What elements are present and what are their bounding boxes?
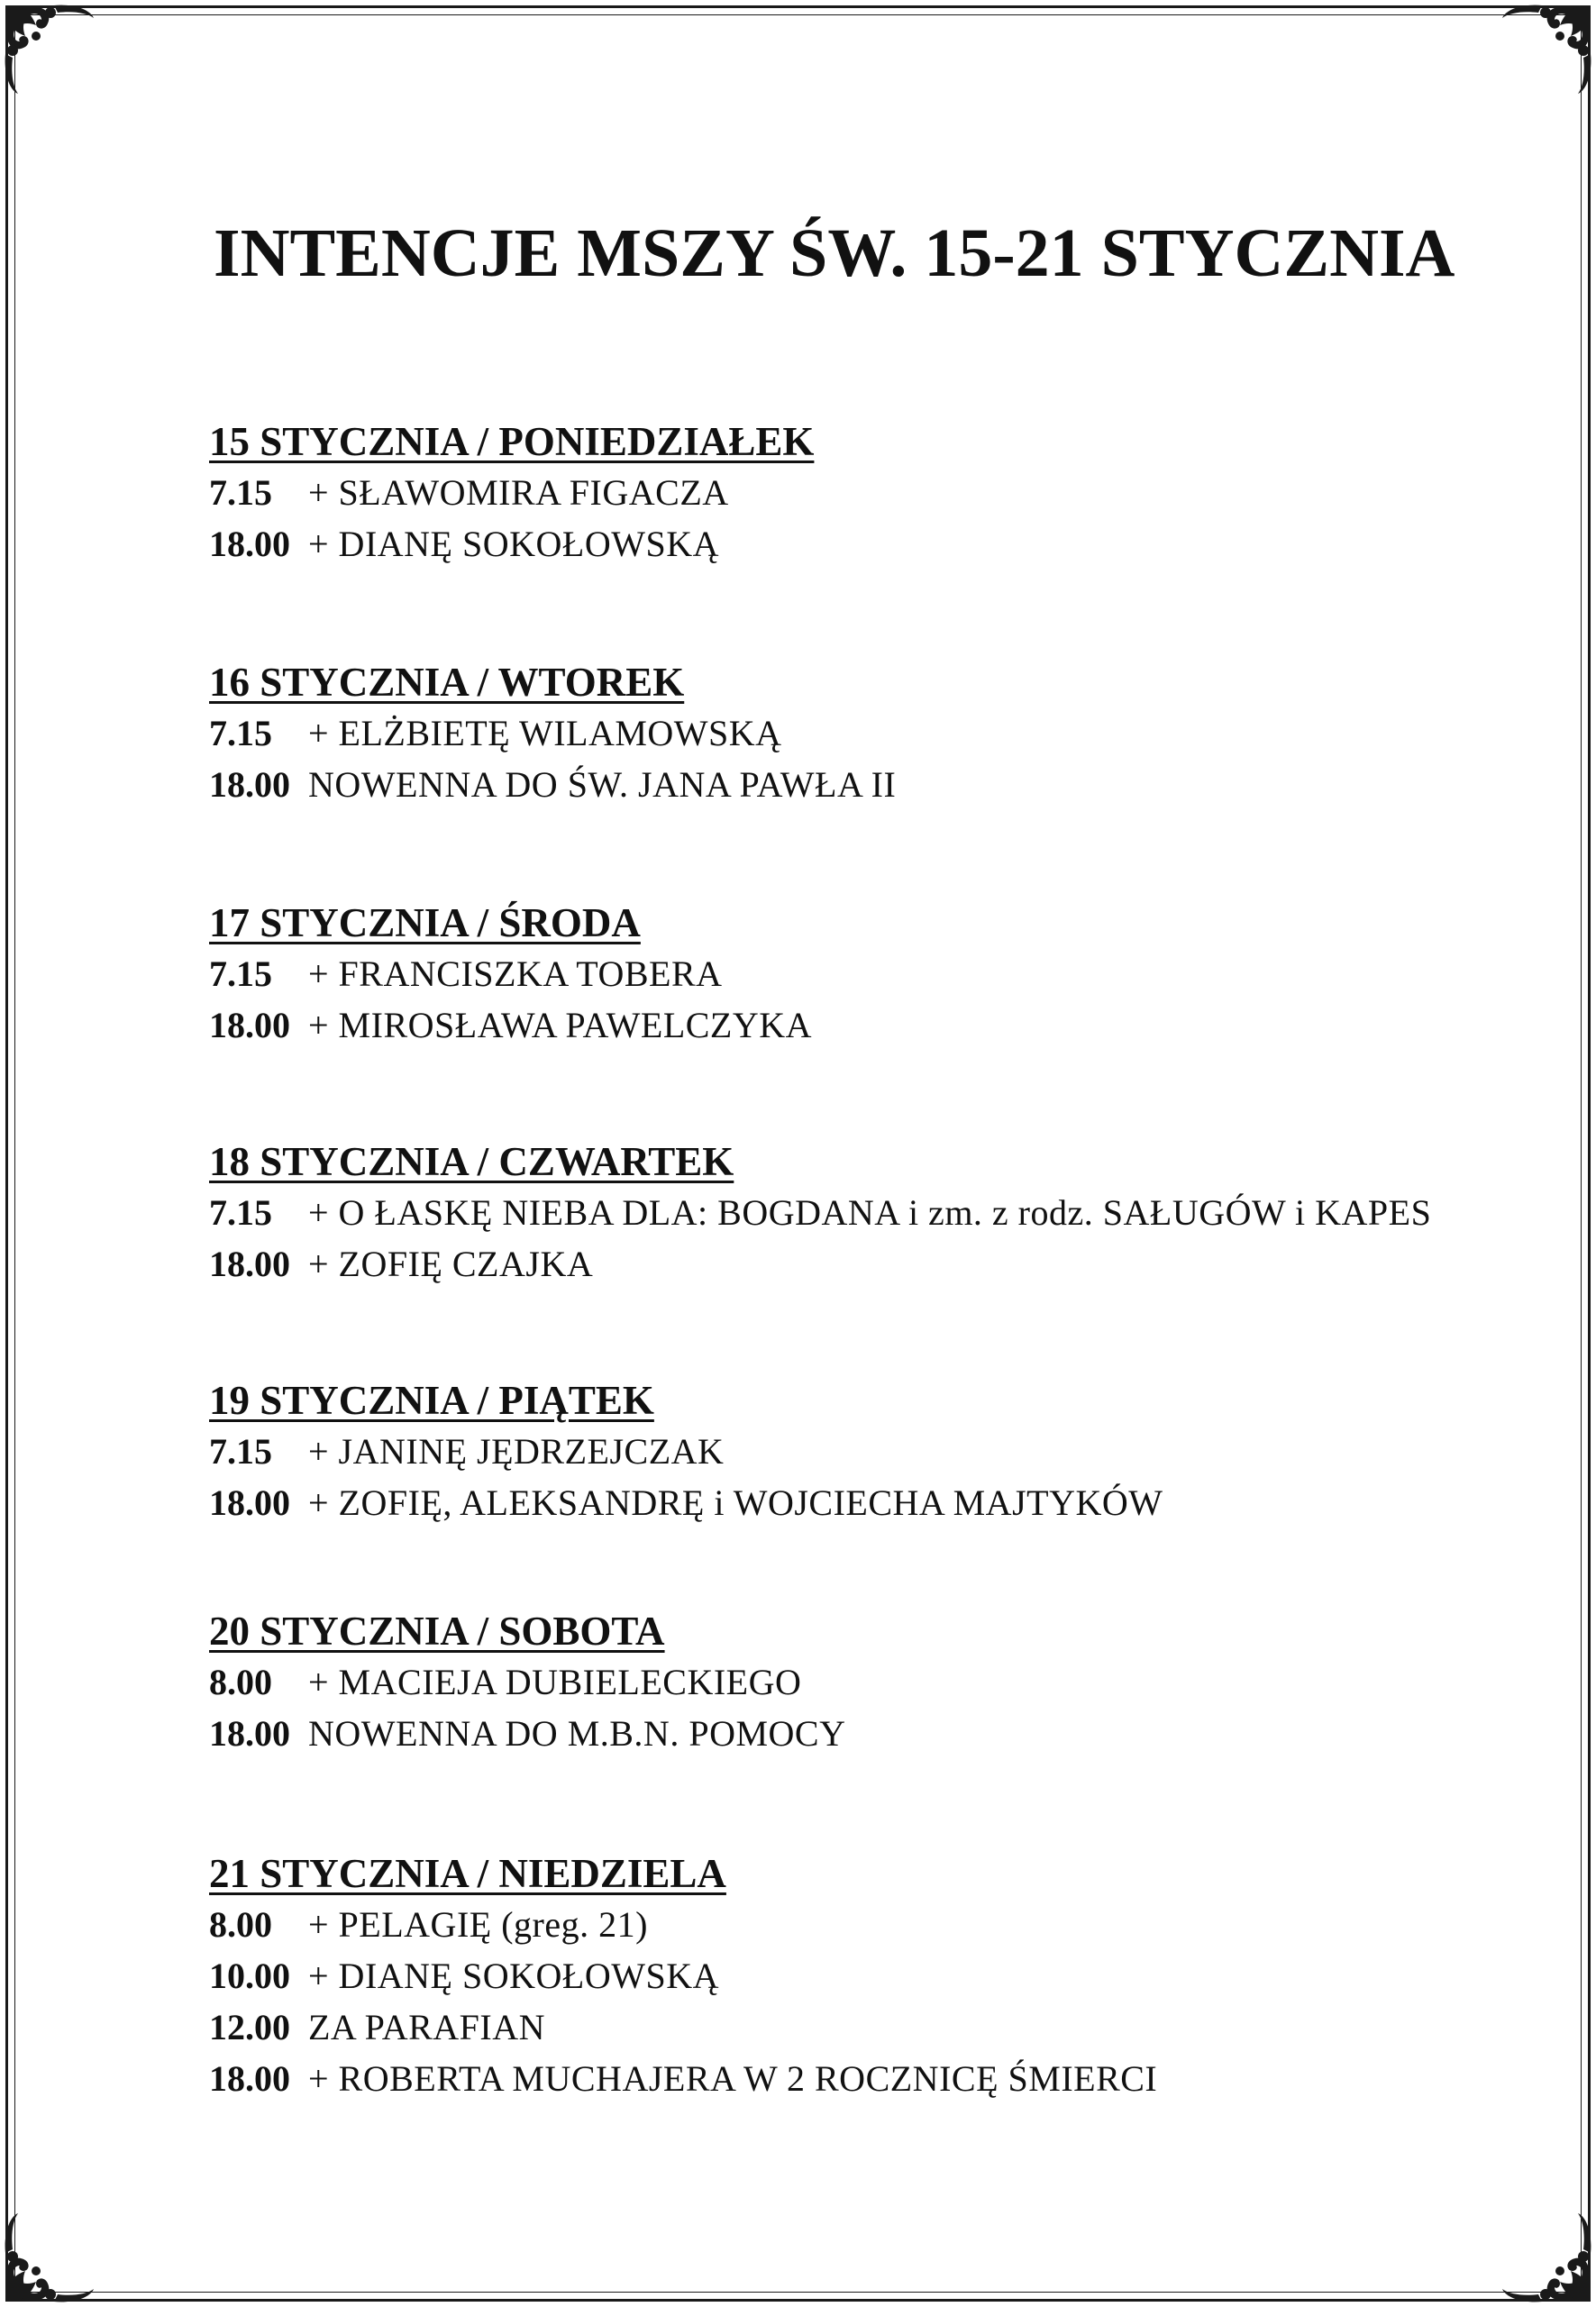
mass-time: 18.00 bbox=[209, 1713, 290, 1754]
mass-intention: + ROBERTA MUCHAJERA W 2 ROCZNICĘ ŚMIERCI bbox=[308, 2058, 1158, 2099]
mass-entry bbox=[209, 1477, 1163, 1528]
mass-entry bbox=[209, 1950, 1157, 2002]
mass-time: 10.00 bbox=[209, 1956, 290, 1996]
mass-time: 18.00 bbox=[209, 2058, 290, 2099]
mass-intention: + ZOFIĘ, ALEKSANDRĘ i WOJCIECHA MAJTYKÓW bbox=[308, 1482, 1163, 1523]
mass-entry bbox=[209, 759, 896, 810]
day-section bbox=[209, 1375, 1163, 1528]
mass-entry bbox=[209, 1656, 845, 1708]
mass-intention: ZA PARAFIAN bbox=[308, 2007, 545, 2047]
corner-ornament-icon bbox=[0, 0, 99, 99]
mass-entry bbox=[209, 1187, 1431, 1238]
mass-entry bbox=[209, 948, 812, 999]
mass-entry bbox=[209, 1899, 1157, 1950]
mass-entry bbox=[209, 2002, 1157, 2053]
day-section bbox=[209, 1848, 1157, 2104]
corner-ornament-icon bbox=[0, 2208, 99, 2307]
day-heading: 19 STYCZNIA / PIĄTEK bbox=[209, 1378, 654, 1423]
mass-intention: + MIROSŁAWA PAWELCZYKA bbox=[308, 1005, 813, 1045]
mass-intention: + DIANĘ SOKOŁOWSKĄ bbox=[308, 524, 719, 564]
mass-entry bbox=[209, 467, 814, 518]
day-heading: 16 STYCZNIA / WTOREK bbox=[209, 660, 685, 705]
mass-intention: + ZOFIĘ CZAJKA bbox=[308, 1244, 594, 1284]
corner-ornament-icon bbox=[1497, 0, 1596, 99]
mass-intention: + FRANCISZKA TOBERA bbox=[308, 953, 723, 994]
mass-intention: + SŁAWOMIRA FIGACZA bbox=[308, 472, 729, 513]
mass-intention: + JANINĘ JĘDRZEJCZAK bbox=[308, 1431, 725, 1472]
day-section bbox=[209, 416, 814, 570]
mass-time: 12.00 bbox=[209, 2007, 290, 2047]
mass-time: 18.00 bbox=[209, 1244, 290, 1284]
mass-time: 18.00 bbox=[209, 524, 290, 564]
mass-entry bbox=[209, 518, 814, 570]
mass-entry bbox=[209, 1426, 1163, 1477]
corner-ornament-icon bbox=[1497, 2208, 1596, 2307]
mass-intention: + DIANĘ SOKOŁOWSKĄ bbox=[308, 1956, 719, 1996]
mass-time: 8.00 bbox=[209, 1904, 272, 1945]
mass-time: 7.15 bbox=[209, 953, 272, 994]
mass-intention: + MACIEJA DUBIELECKIEGO bbox=[308, 1662, 802, 1702]
mass-time: 18.00 bbox=[209, 764, 290, 805]
mass-time: 7.15 bbox=[209, 713, 272, 753]
page-title: INTENCJE MSZY ŚW. 15-21 STYCZNIA bbox=[214, 215, 1455, 291]
mass-entry bbox=[209, 1238, 1431, 1290]
mass-intention: + ELŻBIETĘ WILAMOWSKĄ bbox=[308, 713, 782, 753]
mass-entry bbox=[209, 707, 896, 759]
mass-intention: + O ŁASKĘ NIEBA DLA: BOGDANA i zm. z rodz. SAŁUGÓW i KAPES bbox=[308, 1192, 1432, 1233]
mass-entry bbox=[209, 999, 812, 1051]
day-section bbox=[209, 898, 812, 1051]
mass-time: 18.00 bbox=[209, 1482, 290, 1523]
mass-time: 18.00 bbox=[209, 1005, 290, 1045]
day-heading: 20 STYCZNIA / SOBOTA bbox=[209, 1609, 665, 1654]
day-section bbox=[209, 657, 896, 810]
day-heading: 21 STYCZNIA / NIEDZIELA bbox=[209, 1851, 726, 1896]
mass-entry bbox=[209, 1708, 845, 1759]
mass-time: 7.15 bbox=[209, 472, 272, 513]
day-heading: 18 STYCZNIA / CZWARTEK bbox=[209, 1139, 734, 1184]
mass-time: 7.15 bbox=[209, 1192, 272, 1233]
day-section bbox=[209, 1606, 845, 1759]
mass-intention: NOWENNA DO ŚW. JANA PAWŁA II bbox=[308, 764, 897, 805]
mass-time: 8.00 bbox=[209, 1662, 272, 1702]
day-section bbox=[209, 1136, 1431, 1290]
mass-intention: + PELAGIĘ (greg. 21) bbox=[308, 1904, 648, 1945]
mass-time: 7.15 bbox=[209, 1431, 272, 1472]
day-heading: 15 STYCZNIA / PONIEDZIAŁEK bbox=[209, 419, 815, 464]
day-heading: 17 STYCZNIA / ŚRODA bbox=[209, 900, 641, 945]
mass-intention: NOWENNA DO M.B.N. POMOCY bbox=[308, 1713, 846, 1754]
mass-entry bbox=[209, 2053, 1157, 2104]
